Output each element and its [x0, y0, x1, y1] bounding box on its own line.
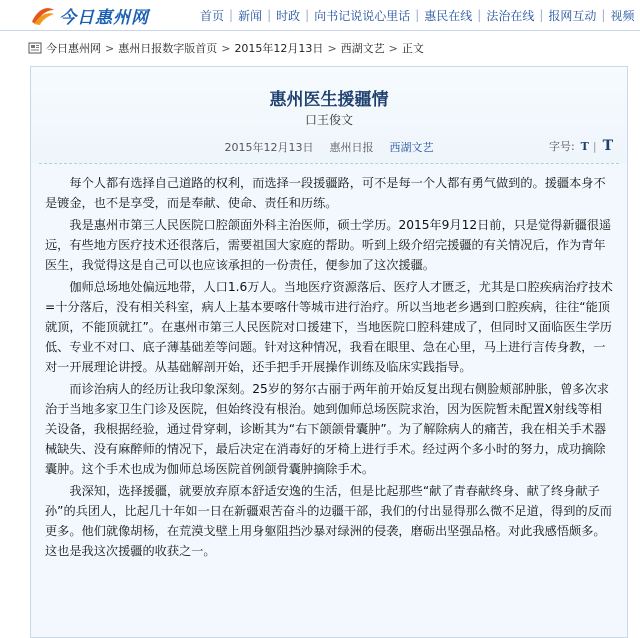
nav-separator: | [267, 8, 272, 22]
breadcrumb-current: 正文 [401, 42, 424, 55]
breadcrumb-separator: > [327, 41, 337, 55]
logo-icon [30, 4, 56, 26]
nav-paper-web-interaction[interactable]: 报网互动 [548, 8, 597, 23]
nav-separator: | [539, 8, 544, 22]
article-header [31, 67, 627, 163]
nav-talk-to-secretary[interactable]: 向书记说说心里话 [314, 8, 411, 23]
newspaper-icon [28, 42, 42, 54]
breadcrumb-separator: > [221, 41, 231, 55]
article-meta [31, 139, 627, 155]
site-logo[interactable] [30, 3, 149, 27]
article-paragraph: 我深知，选择援疆，就要放弃原本舒适安逸的生活，但是比起那些“献了青春献终身、献了终身献子孙”的兵团人，比起几十年如一日在新疆艰苦奋斗的边疆干部，我们的付出显得那么微不足道，得到的反而更多。他们就像胡杨，在荒漠戈壁上用身躯阻挡沙暴对绿洲的侵袭，磨砺出坚强品格。对此我感悟颇多。这也是我这次援疆的收获之一。 [45, 484, 612, 558]
breadcrumb-separator: > [105, 41, 115, 55]
article-source: 惠州日报 [329, 141, 374, 154]
nav-separator: | [477, 8, 482, 22]
article-paragraph: 我是惠州市第三人民医院口腔颌面外科主治医师，硕士学历。2015年9月12日前，只是觉得新疆很遥远，有些地方医疗技术还很落后，需要祖国大家庭的帮助。听到上级介绍完援疆的有关情况后，作为青年医生，我觉得这是自己可以也应该承担的一份责任，便参加了这次援疆。 [45, 218, 612, 272]
article-paragraph: 伽师总场地处偏远地带，人口1.6万人。当地医疗资源落后、医疗人才匮乏，尤其是口腔疾病治疗技术=十分落后，没有相关科室，病人上基本要喀什等城市进行治疗。所以当地老乡遇到口腔疾病，往往“能顶就顶，不能顶就扛”。在惠州市第三人民医院对口援建下，当地医院口腔科建成了，但同时又面临医生学历低、专业不对口、底子薄基础差等问题。针对这种情况，我看在眼里、急在心里，马上进行言传身教，一对一开展理论讲授。从基础解剖开始，还手把手开展操作训练及临床实践指导。 [45, 280, 613, 374]
header-divider [39, 163, 619, 164]
font-size-label: 字号: [548, 140, 575, 153]
nav-news[interactable]: 新闻 [238, 8, 263, 23]
font-size-small-button[interactable]: T [580, 140, 589, 153]
font-size-control [549, 138, 613, 154]
nav-law-online[interactable]: 法治在线 [486, 8, 535, 23]
logo-text: 今日惠州网 [59, 7, 149, 28]
nav-huimin-online[interactable]: 惠民在线 [424, 8, 473, 23]
breadcrumb-section[interactable]: 西湖文艺 [340, 42, 385, 55]
article-panel [30, 66, 628, 638]
article-paragraph: 每个人都有选择自己道路的权利，而选择一段援疆路，可不是每一个人都有勇气做到的。援疆本身不是镀金，也不是享受，而是奉献、使命、责任和历练。 [45, 176, 606, 210]
nav-separator: | [305, 8, 310, 22]
article-paragraph: 而诊治病人的经历让我印象深刻。25岁的努尔古丽于两年前开始反复出现右侧脸颊部肿胀，曾多次求治于当地多家卫生门诊及医院，但始终没有根治。她到伽师总场医院求治，因为医院暂未配置X射线等相关设备，我根据经验，通过骨穿刺，诊断其为“右下颌颌骨囊肿”。为了解除病人的痛苦，我在相关手术器械缺失、没有麻醉师的情况下，最后决定在消毒好的牙椅上进行手术。经过两个多小时的努力，成功摘除囊肿。这个手术也成为伽师总场医院首例颌骨囊肿摘除手术。 [45, 382, 609, 476]
breadcrumb-digital-edition[interactable]: 惠州日报数字版首页 [118, 42, 218, 55]
nav-separator: | [415, 8, 420, 22]
nav-video[interactable]: 视频 [610, 8, 635, 23]
article-date: 2015年12月13日 [224, 141, 314, 154]
breadcrumb-date[interactable]: 2015年12月13日 [234, 42, 324, 55]
nav-politics[interactable]: 时政 [276, 8, 301, 23]
article-section-link[interactable]: 西湖文艺 [389, 141, 434, 154]
article-author: 口王俊文 [304, 113, 353, 127]
article-body [45, 173, 613, 563]
top-nav [200, 0, 634, 30]
nav-separator: | [601, 8, 606, 22]
nav-separator: | [229, 8, 234, 22]
breadcrumb-site[interactable]: 今日惠州网 [46, 42, 101, 55]
font-size-large-button[interactable]: T [602, 138, 613, 154]
breadcrumb-separator: > [388, 41, 398, 55]
article-title: 惠州医生援疆情 [269, 90, 389, 110]
breadcrumb [28, 38, 424, 58]
nav-home[interactable]: 首页 [200, 8, 225, 23]
font-size-separator: | [592, 140, 597, 153]
site-header [0, 0, 640, 31]
